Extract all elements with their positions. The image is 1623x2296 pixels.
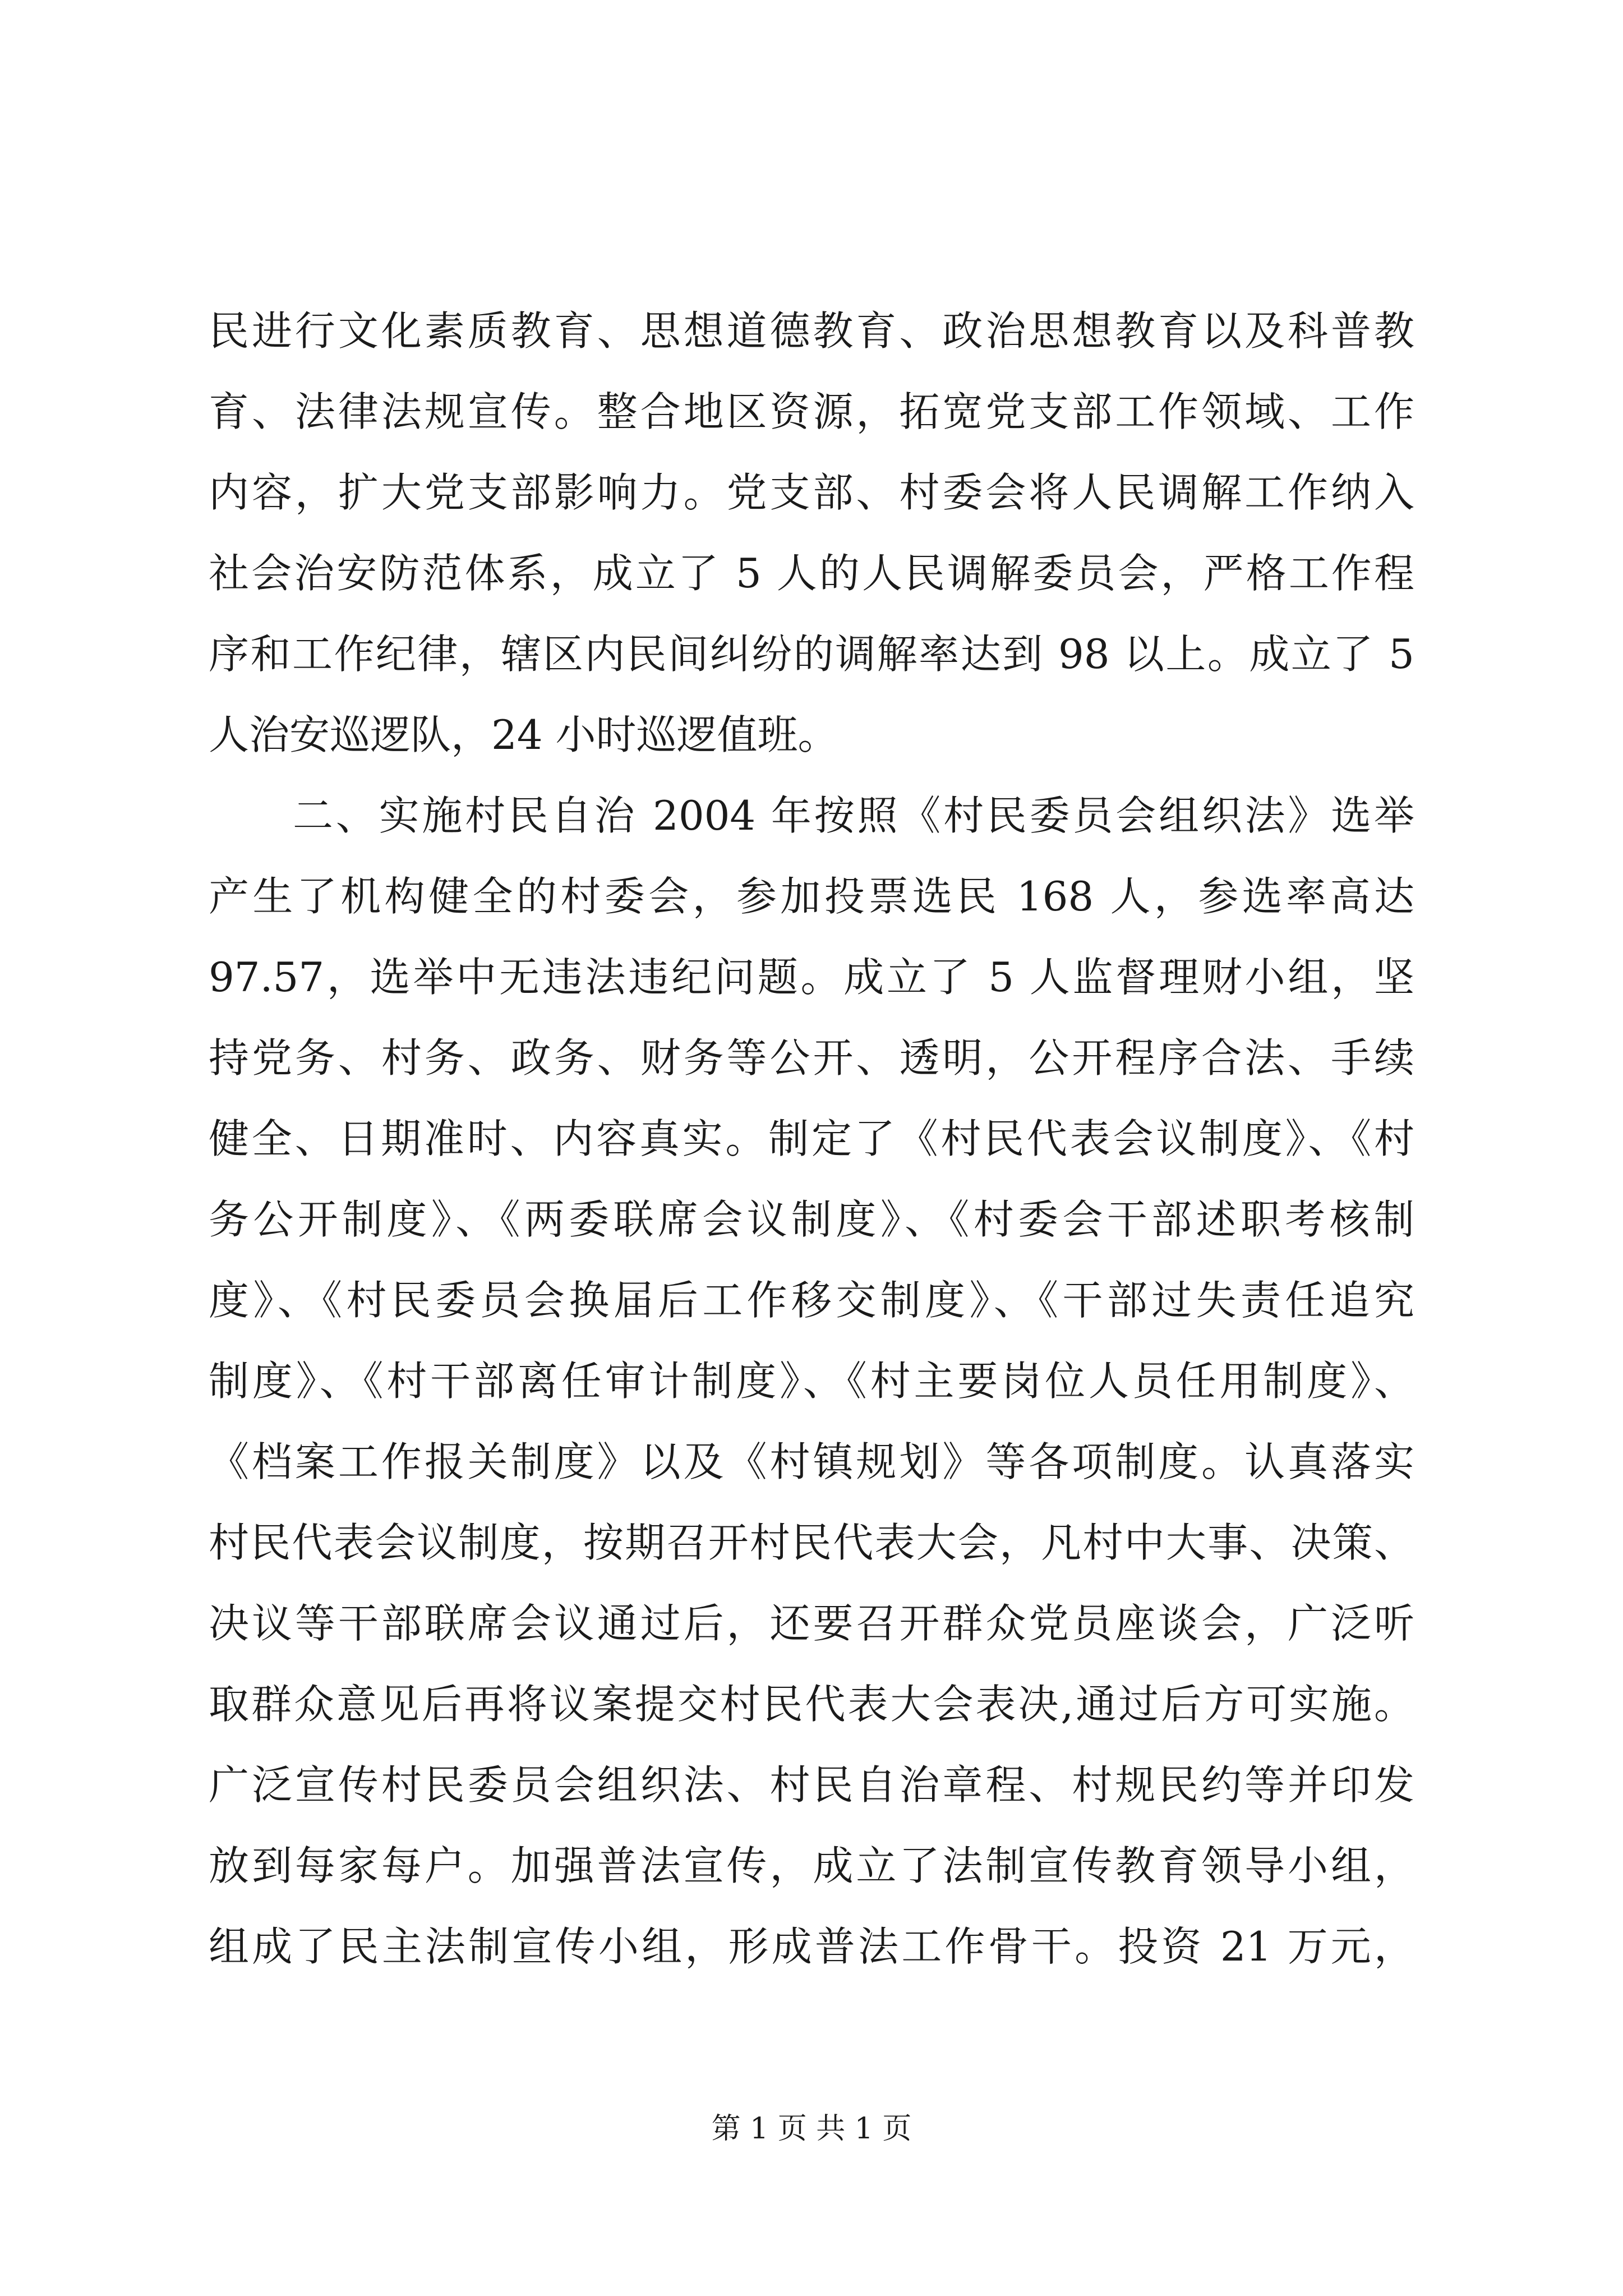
text-line: 内容，扩大党支部影响力。党支部、村委会将人民调解工作纳入 [209,469,1414,516]
text-line: 持党务、村务、政务、财务等公开、透明，公开程序合法、手续 [209,1034,1414,1082]
text-line: 村民代表会议制度，按期召开村民代表大会，凡村中大事、决策、 [209,1519,1414,1566]
text-line: 育、法律法规宣传。整合地区资源，拓宽党支部工作领域、工作 [209,388,1414,435]
text-line: 制度》、《村干部离任审计制度》、《村主要岗位人员任用制度》、 [209,1358,1414,1405]
text-line: 民进行文化素质教育、思想道德教育、政治思想教育以及科普教 [209,307,1414,355]
text-line: 社会治安防范体系，成立了 5 人的人民调解委员会，严格工作程 [209,550,1414,597]
paragraph-first-line: 二、实施村民自治 2004 年按照《村民委员会组织法》选举 [293,792,1414,839]
text-line: 97.57，选举中无违法违纪问题。成立了 5 人监督理财小组，坚 [209,954,1414,1001]
document-body [209,291,1414,1987]
text-line: 务公开制度》、《两委联席会议制度》、《村委会干部述职考核制 [209,1196,1414,1243]
text-line: 决议等干部联席会议通过后，还要召开群众党员座谈会，广泛听 [209,1600,1414,1647]
page-number-label: 第 1 页 共 1 页 [711,2112,912,2146]
text-line: 序和工作纪律，辖区内民间纠纷的调解率达到 98 以上。成立了 5 [209,631,1414,678]
text-line: 取群众意见后再将议案提交村民代表大会表决,通过后方可实施。 [209,1681,1414,1728]
text-line: 放到每家每户。加强普法宣传，成立了法制宣传教育领导小组， [209,1842,1414,1889]
text-line: 人治安巡逻队，24 小时巡逻值班。 [209,711,838,758]
text-line: 组成了民主法制宣传小组，形成普法工作骨干。投资 21 万元， [209,1923,1414,1970]
text-line: 健全、日期准时、内容真实。制定了《村民代表会议制度》、《村 [209,1115,1414,1162]
text-line: 广泛宣传村民委员会组织法、村民自治章程、村规民约等并印发 [209,1761,1414,1809]
page-footer [0,2106,1623,2151]
text-line: 产生了机构健全的村委会，参加投票选民 168 人，参选率高达 [209,873,1414,920]
text-line: 度》、《村民委员会换届后工作移交制度》、《干部过失责任追究 [209,1277,1414,1324]
text-line: 《档案工作报关制度》以及《村镇规划》等各项制度。认真落实 [209,1438,1414,1485]
